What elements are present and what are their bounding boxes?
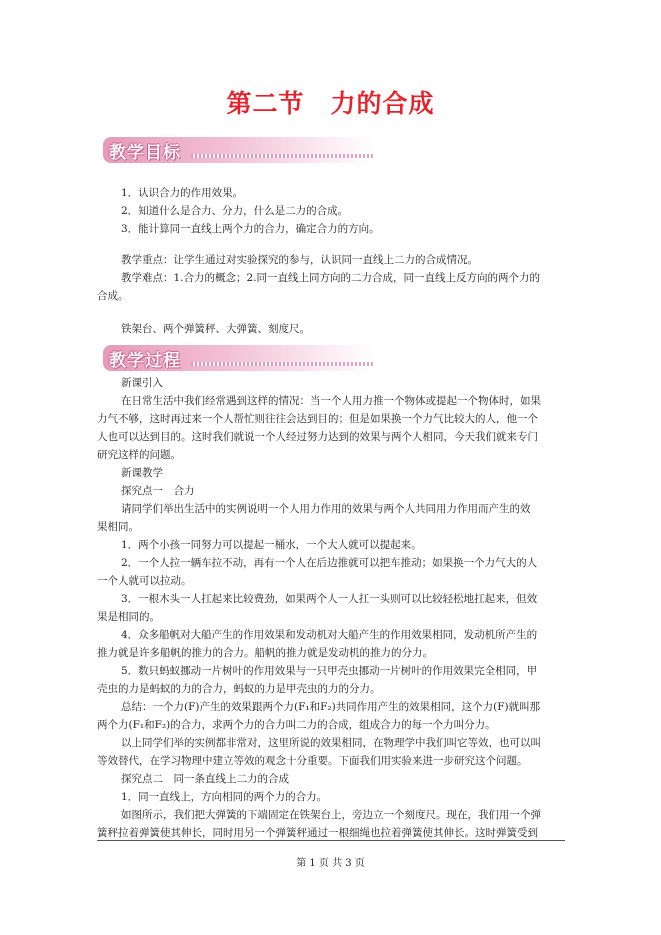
footer-divider	[97, 840, 565, 841]
paragraph-line: 果是相同的。	[97, 611, 160, 623]
key-point-focus: 教学重点：让学生通过对实验探究的参与，认识同一直线上二力的合成情况。	[121, 254, 478, 266]
objective-item: 1．认识合力的作用效果。	[121, 187, 244, 199]
page-footer: 第 1 页 共 3 页	[296, 858, 365, 869]
key-point-difficulty: 教学难点：1.合力的概念；2.同一直线上同方向的二力合成，同一直线上反方向的两个力的	[121, 272, 541, 284]
paragraph-line: 壳虫的力是蚂蚁的力的合力，蚂蚁的力是甲壳虫的力的分力。	[97, 683, 381, 695]
section-banner-process	[103, 345, 375, 371]
paragraph-line: 在日常生活中我们经常遇到这样的情况：当一个人用力推一个物体或提起一个物体时，如果	[121, 395, 541, 407]
section-label-process: 教学过程	[109, 351, 181, 371]
paragraph-line: 两个力(F₁和F₂)的合力，求两个力的合力叫二力的合成，组成合力的每一个力叫分力。	[97, 719, 496, 731]
paragraph-line: 新课引入	[121, 377, 163, 389]
materials-text: 铁架台、两个弹簧秤、大弹簧、刻度尺。	[121, 323, 310, 335]
page-title	[0, 84, 661, 120]
paragraph-line: 2．一个人拉一辆车拉不动，再有一个人在后边推就可以把车推动；如果换一个力气大的人	[121, 557, 538, 569]
objective-item: 2．知道什么是合力、分力，什么是二力的合成。	[121, 205, 349, 217]
objective-item: 3．能计算同一直线上两个力的合力，确定合力的方向。	[121, 223, 380, 235]
paragraph-line: 新课教学	[121, 467, 163, 479]
paragraph-line: 一个人就可以拉动。	[97, 575, 192, 587]
paragraph-line: 人也可以达到目的。这时我们就说一个人经过努力达到的效果与两个人相同，今天我们就来专门	[97, 431, 538, 443]
paragraph-line: 以上同学们举的实例都非常对，这里所说的效果相同，在物理学中我们叫它等效，也可以叫	[121, 737, 541, 749]
section-label-objectives: 教学目标	[109, 143, 181, 163]
paragraph-line: 如图所示，我们把大弹簧的下端固定在铁架台上，旁边立一个刻度尺。现在，我们用一个弹	[121, 809, 541, 821]
paragraph-line: 3．一根木头一人扛起来比较费劲，如果两个人一人扛一头则可以比较轻松地扛起来，但效	[121, 593, 538, 605]
section-banner-objectives	[103, 137, 375, 163]
paragraph-line: 推力就是许多船帆的推力的合力。船帆的推力就是发动机的推力的分力。	[97, 647, 433, 659]
paragraph-line: 研究这样的问题。	[97, 449, 181, 461]
key-point-difficulty-cont: 合成。	[97, 290, 129, 302]
paragraph-line: 等效替代，在学习物理中建立等效的观念十分重要。下面我们用实验来进一步研究这个问题。	[97, 755, 528, 767]
paragraph-line: 请同学们举出生活中的实例说明一个人用力作用的效果与两个人共同用力作用而产生的效	[121, 503, 531, 515]
paragraph-line: 总结：一个力(F)产生的效果跟两个力(F₁和F₂)共同作用产生的效果相同，这个力(F)就叫那	[121, 701, 541, 713]
paragraph-line: 1．同一直线上，方向相同的两个力的合力。	[121, 791, 328, 803]
paragraph-line: 果相同。	[97, 521, 139, 533]
paragraph-line: 簧秤拉着弹簧使其伸长，同时用另一个弹簧秤通过一根细绳也拉着弹簧使其伸长。这时弹簧受到	[97, 827, 538, 839]
paragraph-line: 探究点一 合力	[121, 485, 195, 497]
paragraph-line: 力气不够，这时再过来一个人帮忙则往往会达到目的；但是如果换一个力气比较大的人，他一个	[97, 413, 538, 425]
paragraph-line: 探究点二 同一条直线上二力的合成	[121, 773, 289, 785]
title-part2: 力的合成	[330, 89, 435, 118]
title-part1: 第二节	[226, 89, 305, 118]
paragraph-line: 5．数只蚂蚁挪动一片树叶的作用效果与一只甲壳虫挪动一片树叶的作用效果完全相同，甲	[121, 665, 538, 677]
paragraph-line: 4．众多船帆对大船产生的作用效果和发动机对大船产生的作用效果相同，发动机所产生的	[121, 629, 538, 641]
paragraph-line: 1．两个小孩一同努力可以提起一桶水，一个大人就可以提起来。	[121, 539, 422, 551]
